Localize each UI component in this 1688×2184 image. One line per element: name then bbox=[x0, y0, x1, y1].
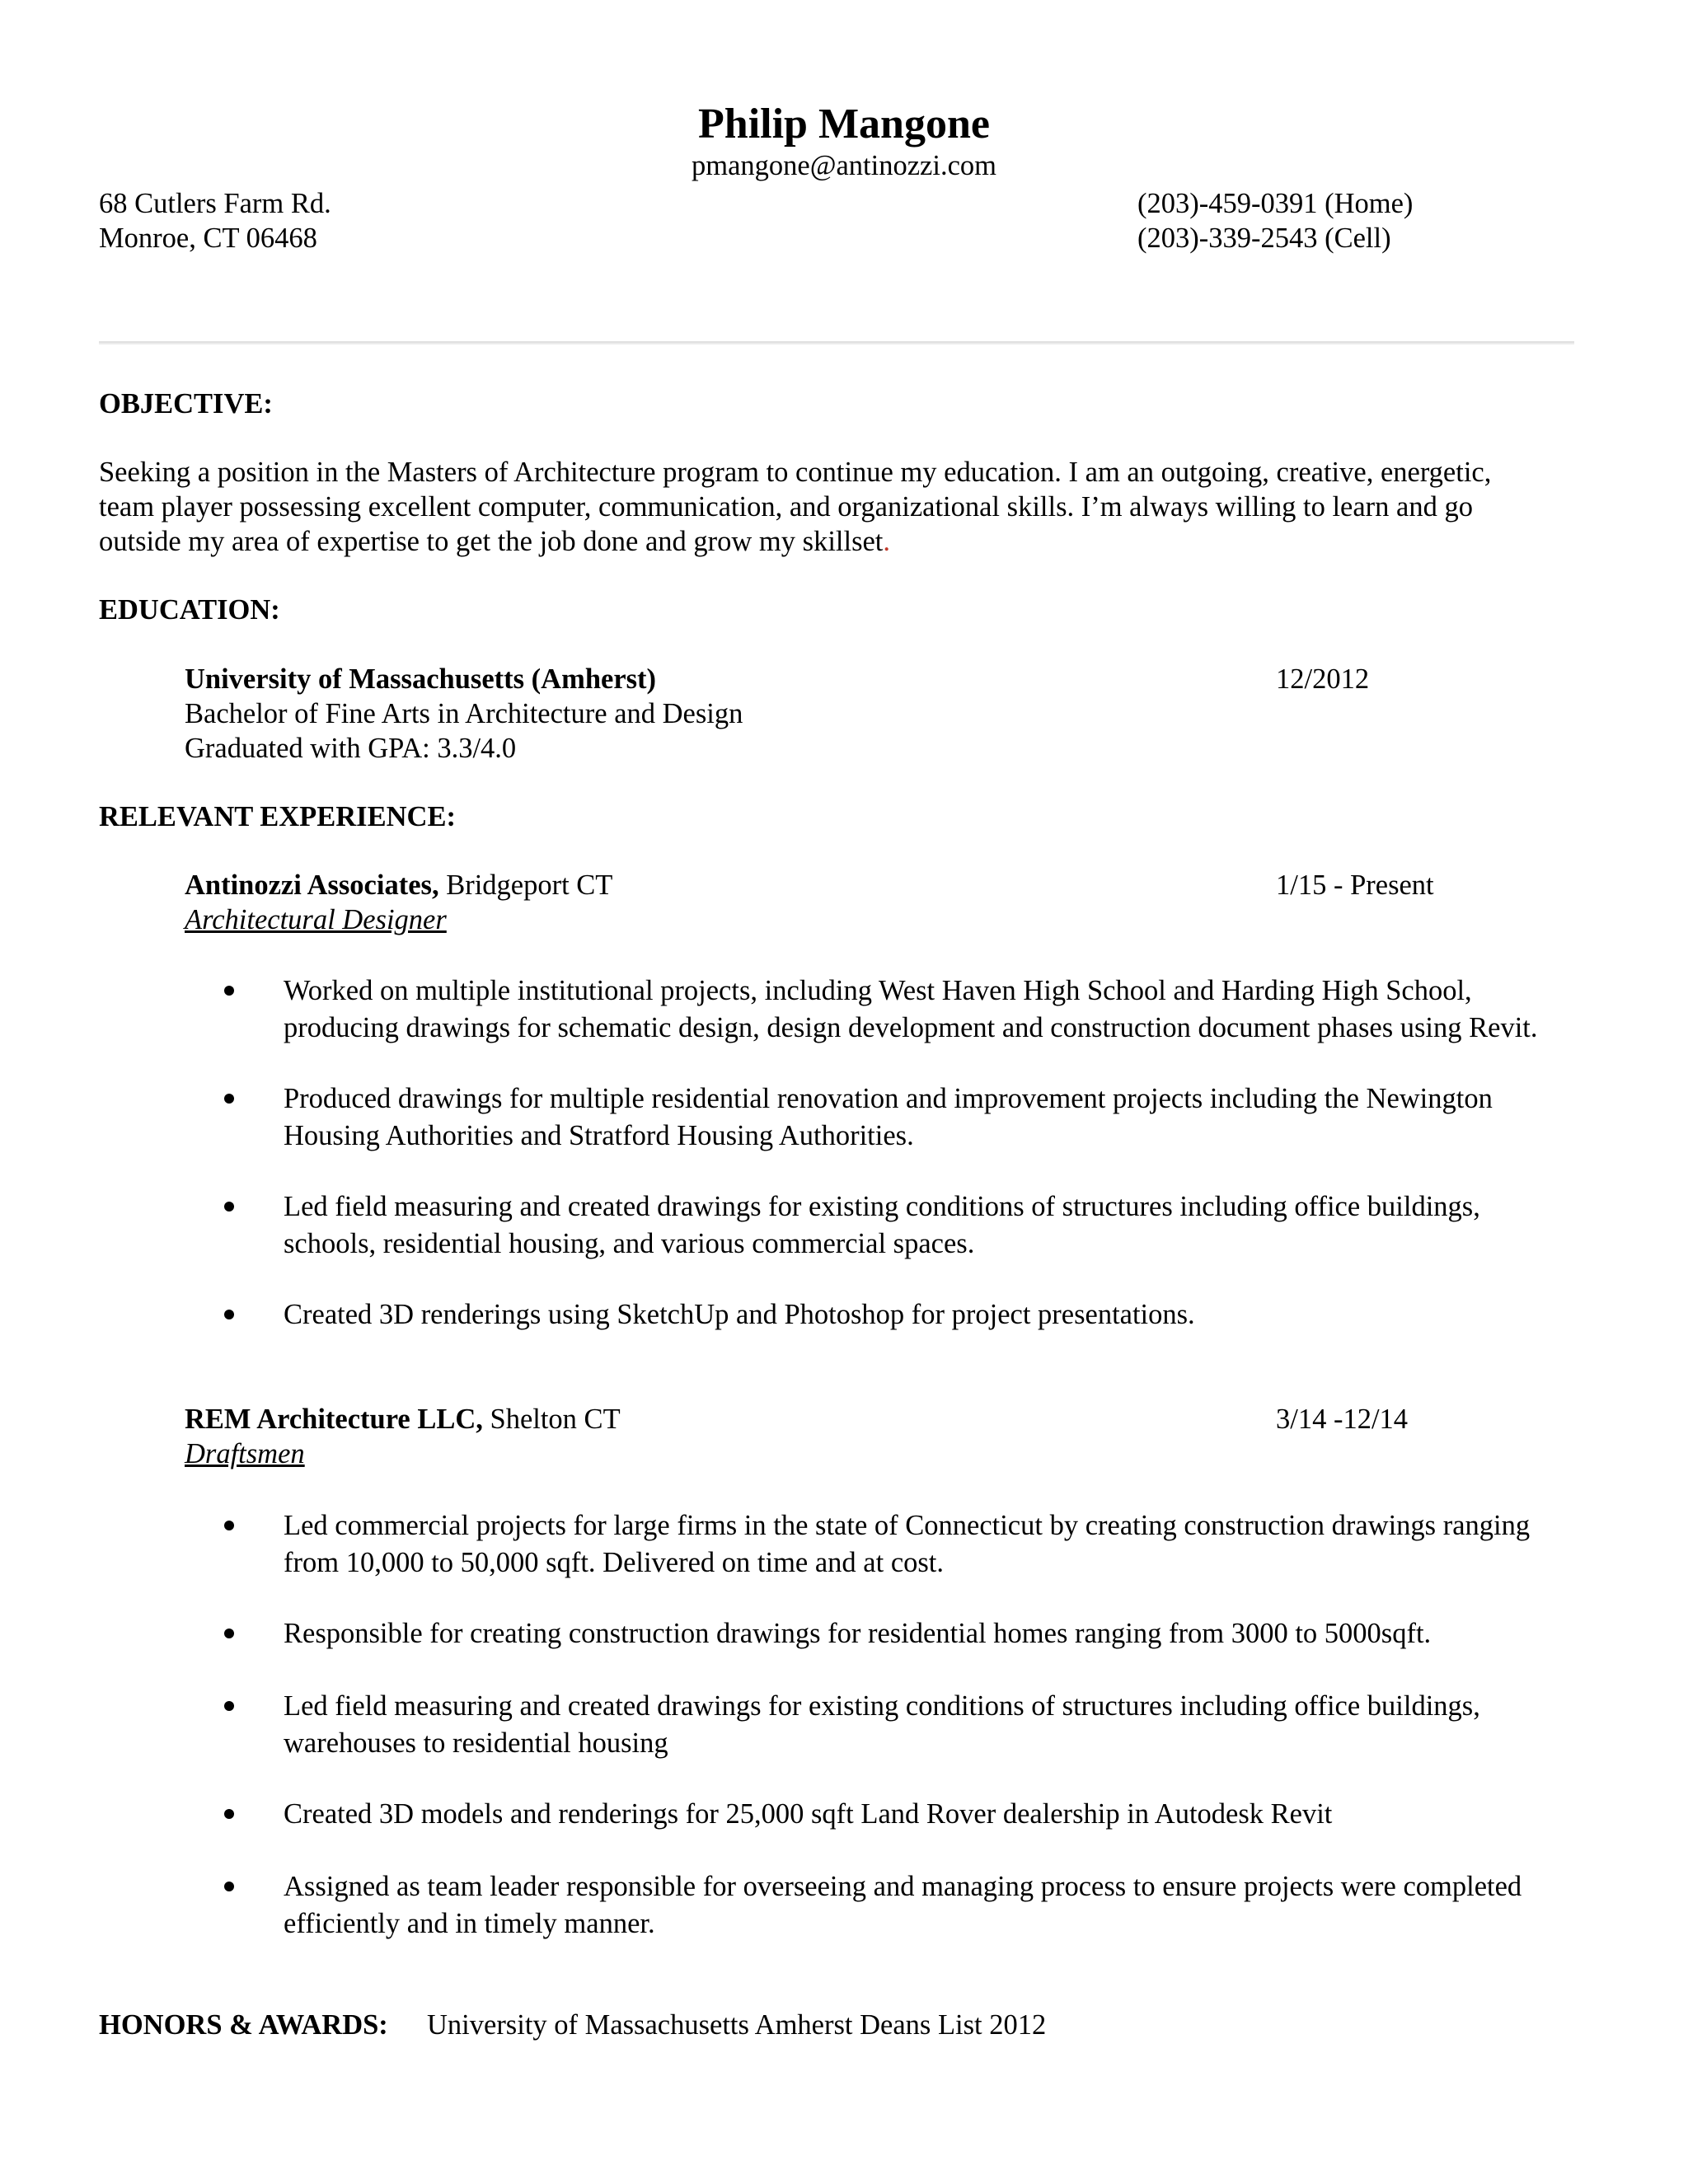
job-1-bullet-3-line-2: schools, residential housing, and various commercial spaces. bbox=[284, 1228, 975, 1259]
bullet-icon bbox=[224, 1521, 234, 1530]
job-1-company-line bbox=[185, 868, 612, 902]
bullet-icon bbox=[224, 1202, 234, 1212]
job-1-bullet-4-line-1: Created 3D renderings using SketchUp and Photoshop for project presentations. bbox=[284, 1299, 1195, 1330]
job-2-bullet-2-line-1: Responsible for creating construction drawings for residential homes ranging from 3000 to 5000sqft. bbox=[284, 1618, 1432, 1649]
phone-cell: (203)-339-2543 (Cell) bbox=[1137, 223, 1391, 254]
job-1-bullet-2-line-1: Produced drawings for multiple residential renovation and improvement projects including the Newington bbox=[284, 1083, 1493, 1114]
education-gpa: Graduated with GPA: 3.3/4.0 bbox=[185, 733, 517, 764]
bullet-icon bbox=[224, 1310, 234, 1319]
job-2-bullet-5-line-1: Assigned as team leader responsible for overseeing and managing process to ensure projects were completed bbox=[284, 1871, 1522, 1902]
email-address: pmangone@antinozzi.com bbox=[692, 150, 996, 181]
job-2-company-line bbox=[185, 1402, 621, 1436]
phone-home: (203)-459-0391 (Home) bbox=[1137, 188, 1414, 219]
job-2-bullet-5-line-2: efficiently and in timely manner. bbox=[284, 1908, 655, 1939]
bullet-icon bbox=[224, 1701, 234, 1711]
job-1-location: Bridgeport CT bbox=[438, 869, 613, 901]
objective-line-1: Seeking a position in the Masters of Architecture program to continue my education. I am an outgoing, creative, energetic, bbox=[99, 457, 1492, 488]
objective-end-mark: . bbox=[883, 526, 891, 557]
address-line-1: 68 Cutlers Farm Rd. bbox=[99, 188, 331, 219]
job-1-bullet-1-line-1: Worked on multiple institutional projects, including West Haven High School and Harding High School, bbox=[284, 975, 1472, 1006]
objective-line-2: team player possessing excellent computer, communication, and organizational skills. I’m always willing to learn and go bbox=[99, 491, 1473, 523]
job-2-bullet-1-line-1: Led commercial projects for large firms in the state of Connecticut by creating construction drawings ranging bbox=[284, 1510, 1531, 1541]
job-1-date: 1/15 - Present bbox=[1276, 869, 1434, 901]
job-2-company: REM Architecture LLC, bbox=[185, 1404, 483, 1435]
job-2-date: 3/14 -12/14 bbox=[1276, 1404, 1409, 1435]
education-degree: Bachelor of Fine Arts in Architecture and Design bbox=[185, 698, 743, 729]
objective-heading: OBJECTIVE: bbox=[99, 388, 273, 419]
job-2-location: Shelton CT bbox=[482, 1404, 621, 1435]
job-2-bullet-4-line-1: Created 3D models and renderings for 25,000 sqft Land Rover dealership in Autodesk Revit bbox=[284, 1798, 1333, 1830]
job-2-bullet-3-line-2: warehouses to residential housing bbox=[284, 1727, 668, 1759]
job-2-bullet-3-line-1: Led field measuring and created drawings for existing conditions of structures including office buildings, bbox=[284, 1690, 1480, 1722]
candidate-name: Philip Mangone bbox=[698, 101, 990, 148]
address-line-2: Monroe, CT 06468 bbox=[99, 223, 317, 254]
job-1-bullet-3-line-1: Led field measuring and created drawings for existing conditions of structures including office buildings, bbox=[284, 1191, 1480, 1222]
honors-text: University of Massachusetts Amherst Deans List 2012 bbox=[427, 2009, 1047, 2041]
bullet-icon bbox=[224, 1094, 234, 1104]
job-2-role: Draftsmen bbox=[185, 1438, 305, 1469]
job-1-company: Antinozzi Associates, bbox=[185, 869, 439, 901]
bullet-icon bbox=[224, 1809, 234, 1819]
job-1-role: Architectural Designer bbox=[185, 904, 447, 935]
bullet-icon bbox=[224, 986, 234, 996]
experience-heading: RELEVANT EXPERIENCE: bbox=[99, 801, 456, 832]
job-2-bullet-1-line-2: from 10,000 to 50,000 sqft. Delivered on time and at cost. bbox=[284, 1547, 945, 1578]
job-1-bullet-2-line-2: Housing Authorities and Stratford Housing Authorities. bbox=[284, 1120, 914, 1151]
job-1-bullet-1-line-2: producing drawings for schematic design, design development and construction document phases using Revit. bbox=[284, 1012, 1538, 1043]
bullet-icon bbox=[224, 1882, 234, 1891]
header-divider bbox=[99, 341, 1574, 344]
education-date: 12/2012 bbox=[1276, 663, 1370, 695]
education-school: University of Massachusetts (Amherst) bbox=[185, 663, 657, 695]
honors-heading: HONORS & AWARDS: bbox=[99, 2009, 388, 2041]
bullet-icon bbox=[224, 1629, 234, 1638]
objective-line-3: outside my area of expertise to get the job done and grow my skillset. bbox=[99, 526, 891, 557]
education-heading: EDUCATION: bbox=[99, 594, 280, 626]
